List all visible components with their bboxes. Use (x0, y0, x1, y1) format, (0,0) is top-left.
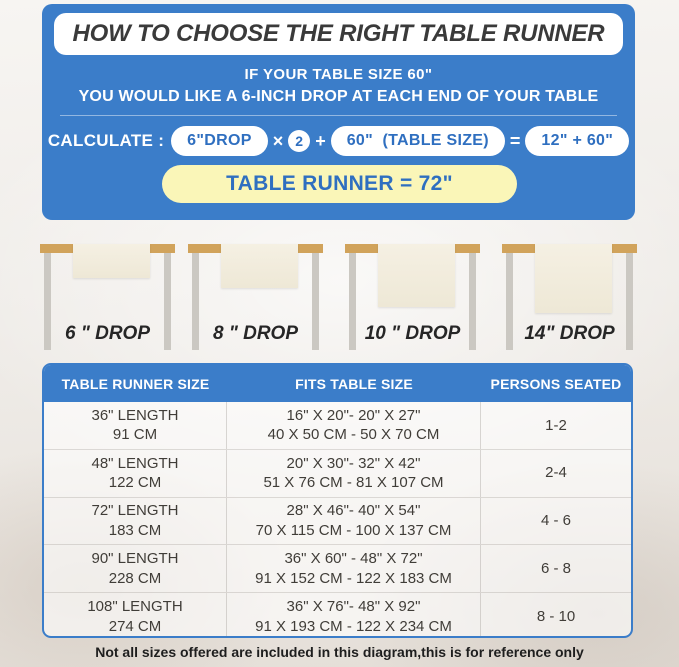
fits-table-cell (227, 402, 481, 449)
table-runner (73, 244, 150, 278)
fits-cm: 91 X 193 CM - 122 X 234 CM (255, 617, 452, 635)
fits-table-cell (227, 498, 481, 545)
equals-sign: = (509, 130, 521, 151)
page-title: HOW TO CHOOSE THE RIGHT TABLE RUNNER (72, 20, 605, 47)
size-table-header (44, 365, 631, 402)
column-header-persons: PERSONS SEATED (490, 375, 622, 392)
table-runner (378, 244, 455, 307)
length-cm: 91 CM (112, 426, 158, 444)
length-inches: 36" LENGTH (91, 406, 179, 424)
fits-table-cell (227, 545, 481, 592)
persons-count: 4 - 6 (540, 512, 571, 530)
plus-sign: + (315, 130, 326, 151)
table-row (44, 402, 631, 450)
fits-inches: 36" X 60" - 48" X 72" (284, 550, 423, 568)
runner-size-cell (44, 498, 227, 545)
multiplier-circle: 2 (288, 130, 310, 152)
size-table (42, 363, 633, 638)
persons-cell (481, 593, 631, 638)
calculation-row (46, 125, 631, 157)
drop-label: 14" DROP (524, 323, 615, 344)
fits-cm: 91 X 152 CM - 122 X 183 CM (255, 569, 452, 587)
fits-inches: 20" X 30"- 32" X 42" (286, 454, 421, 472)
sum-pill: 12" + 60" (525, 126, 629, 156)
persons-cell (481, 545, 631, 592)
length-cm: 228 CM (108, 569, 162, 587)
length-cm: 183 CM (108, 521, 162, 539)
table-runner (221, 244, 298, 288)
runner-size-cell (44, 593, 227, 638)
runner-size-cell (44, 450, 227, 497)
intro-line-2: YOU WOULD LIKE A 6-INCH DROP AT EACH END OF YOUR TABLE (78, 88, 599, 105)
length-cm: 122 CM (108, 474, 162, 492)
table-size-pill: 60" (TABLE SIZE) (331, 126, 505, 156)
table-row (44, 545, 631, 593)
intro-line-1: IF YOUR TABLE SIZE 60" (244, 66, 433, 83)
length-inches: 90" LENGTH (91, 550, 179, 568)
persons-cell (481, 450, 631, 497)
column-header-runner-size: TABLE RUNNER SIZE (61, 375, 210, 392)
drop-figures-row (0, 244, 679, 354)
footer-disclaimer: Not all sizes offered are included in this diagram,this is for reference only (95, 644, 584, 660)
calculate-label: CALCULATE : (47, 131, 165, 150)
fits-cm: 51 X 76 CM - 81 X 107 CM (263, 474, 444, 492)
table-row (44, 450, 631, 498)
fits-cm: 40 X 50 CM - 50 X 70 CM (267, 426, 440, 444)
multiply-sign: × (272, 130, 284, 151)
table-figure-6-drop (40, 244, 175, 352)
fits-table-cell (227, 450, 481, 497)
table-figure-10-drop (345, 244, 480, 352)
persons-count: 6 - 8 (540, 560, 571, 578)
table-row (44, 593, 631, 638)
fits-inches: 28" X 46"- 40" X 54" (286, 502, 421, 520)
table-row (44, 498, 631, 546)
persons-cell (481, 498, 631, 545)
fits-inches: 36" X 76"- 48" X 92" (286, 598, 421, 616)
runner-size-cell (44, 545, 227, 592)
length-inches: 108" LENGTH (87, 598, 183, 616)
title-box (54, 13, 623, 55)
divider (60, 115, 617, 116)
persons-count: 8 - 10 (536, 607, 576, 625)
fits-inches: 16" X 20"- 20" X 27" (286, 406, 421, 424)
result-pill (162, 165, 517, 203)
drop-label: 10 " DROP (364, 323, 461, 344)
length-cm: 274 CM (108, 617, 162, 635)
table-figure-8-drop (188, 244, 323, 352)
column-header-fits-table: FITS TABLE SIZE (295, 375, 413, 392)
persons-count: 1-2 (545, 416, 567, 434)
drop-label: 6 " DROP (64, 323, 151, 344)
length-inches: 48" LENGTH (91, 454, 179, 472)
table-runner (535, 244, 612, 313)
drop-pill: 6"DROP (171, 126, 268, 156)
persons-count: 2-4 (545, 464, 567, 482)
hero-panel (42, 4, 635, 220)
fits-table-cell (227, 593, 481, 638)
runner-size-cell (44, 402, 227, 449)
table-figure-14-drop (502, 244, 637, 352)
persons-cell (481, 402, 631, 449)
length-inches: 72" LENGTH (91, 502, 179, 520)
drop-label: 8 " DROP (212, 323, 299, 344)
result-text: TABLE RUNNER = 72" (226, 172, 453, 195)
fits-cm: 70 X 115 CM - 100 X 137 CM (255, 521, 452, 539)
